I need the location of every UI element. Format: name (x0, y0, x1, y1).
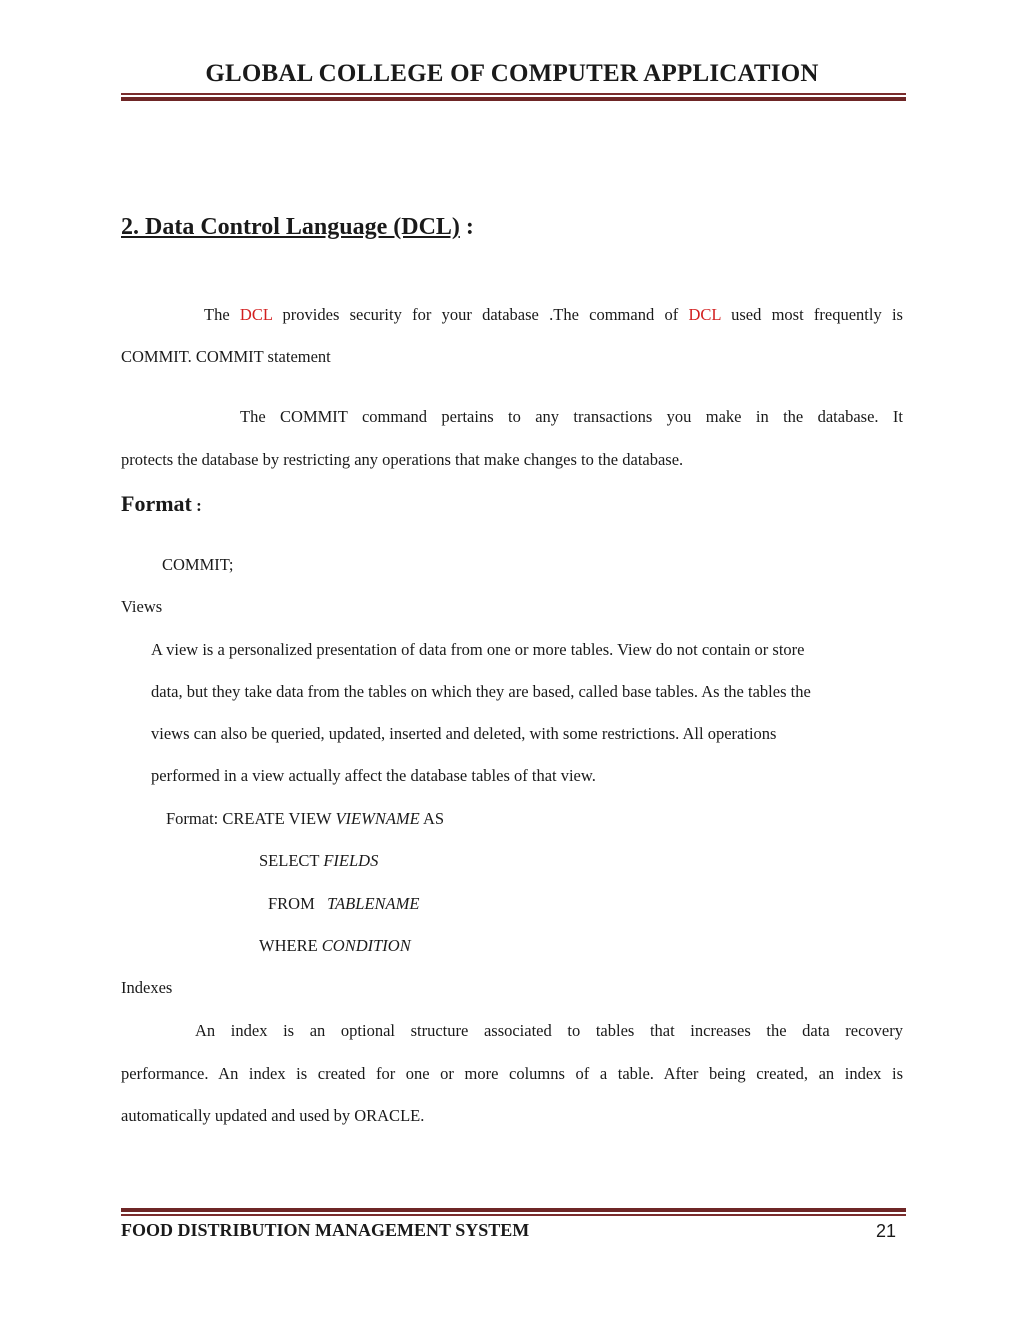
view-select-line: SELECT FIELDS (259, 851, 379, 870)
fields-placeholder: FIELDS (323, 851, 379, 870)
page-number: 21 (876, 1221, 897, 1241)
view-format-line: Format: CREATE VIEW VIEWNAME AS (166, 809, 445, 828)
dcl-paragraph-line1: The DCL provides security for your database .The command of DCL used most frequently is (204, 305, 903, 324)
views-line: performed in a view actually affect the database tables of that view. (151, 766, 596, 785)
section-heading-suffix: : (459, 214, 474, 240)
dcl-highlight: DCL (239, 305, 273, 324)
commit-paragraph-line1: The COMMIT command pertains to any transactions you make in the database. It (240, 407, 903, 426)
commit-paragraph-line2: protects the database by restricting any operations that make changes to the database. (121, 450, 684, 469)
indexes-title: Indexes (121, 978, 173, 997)
page-header-title: GLOBAL COLLEGE OF COMPUTER APPLICATION (205, 60, 819, 87)
indexes-line2: performance. An index is created for one or more columns of a table. After being created, an index is (121, 1064, 903, 1083)
views-title: Views (121, 597, 163, 616)
views-line: data, but they take data from the tables on which they are based, called base tables. As the tables the (151, 682, 811, 701)
footer-title: FOOD DISTRIBUTION MANAGEMENT SYSTEM (121, 1220, 530, 1240)
indexes-line3: automatically updated and used by ORACLE. (121, 1106, 425, 1125)
header-rule-thick (121, 97, 906, 101)
indexes-line1: An index is an optional structure associated to tables that increases the data recovery (195, 1021, 903, 1040)
commit-command: COMMIT; (162, 555, 234, 574)
view-from-line: FROM TABLENAME (268, 894, 420, 913)
footer-rule-thin (121, 1214, 906, 1216)
dcl-highlight: DCL (688, 305, 721, 324)
header-rule-thin (121, 93, 906, 95)
footer-rule-thick (121, 1208, 906, 1212)
dcl-paragraph-line2: COMMIT. COMMIT statement (121, 347, 331, 366)
format-heading: Format : (121, 491, 202, 516)
view-where-line: WHERE CONDITION (259, 936, 411, 955)
views-line: views can also be queried, updated, inserted and deleted, with some restrictions. All operations (151, 724, 777, 743)
views-line: A view is a personalized presentation of data from one or more tables. View do not contain or store (151, 640, 805, 659)
section-heading (121, 214, 474, 241)
tablename-placeholder: TABLENAME (327, 894, 420, 913)
section-heading-text: 2. Data Control Language (DCL) (121, 214, 460, 240)
condition-placeholder: CONDITION (321, 936, 411, 955)
viewname-placeholder: VIEWNAME (335, 809, 420, 828)
